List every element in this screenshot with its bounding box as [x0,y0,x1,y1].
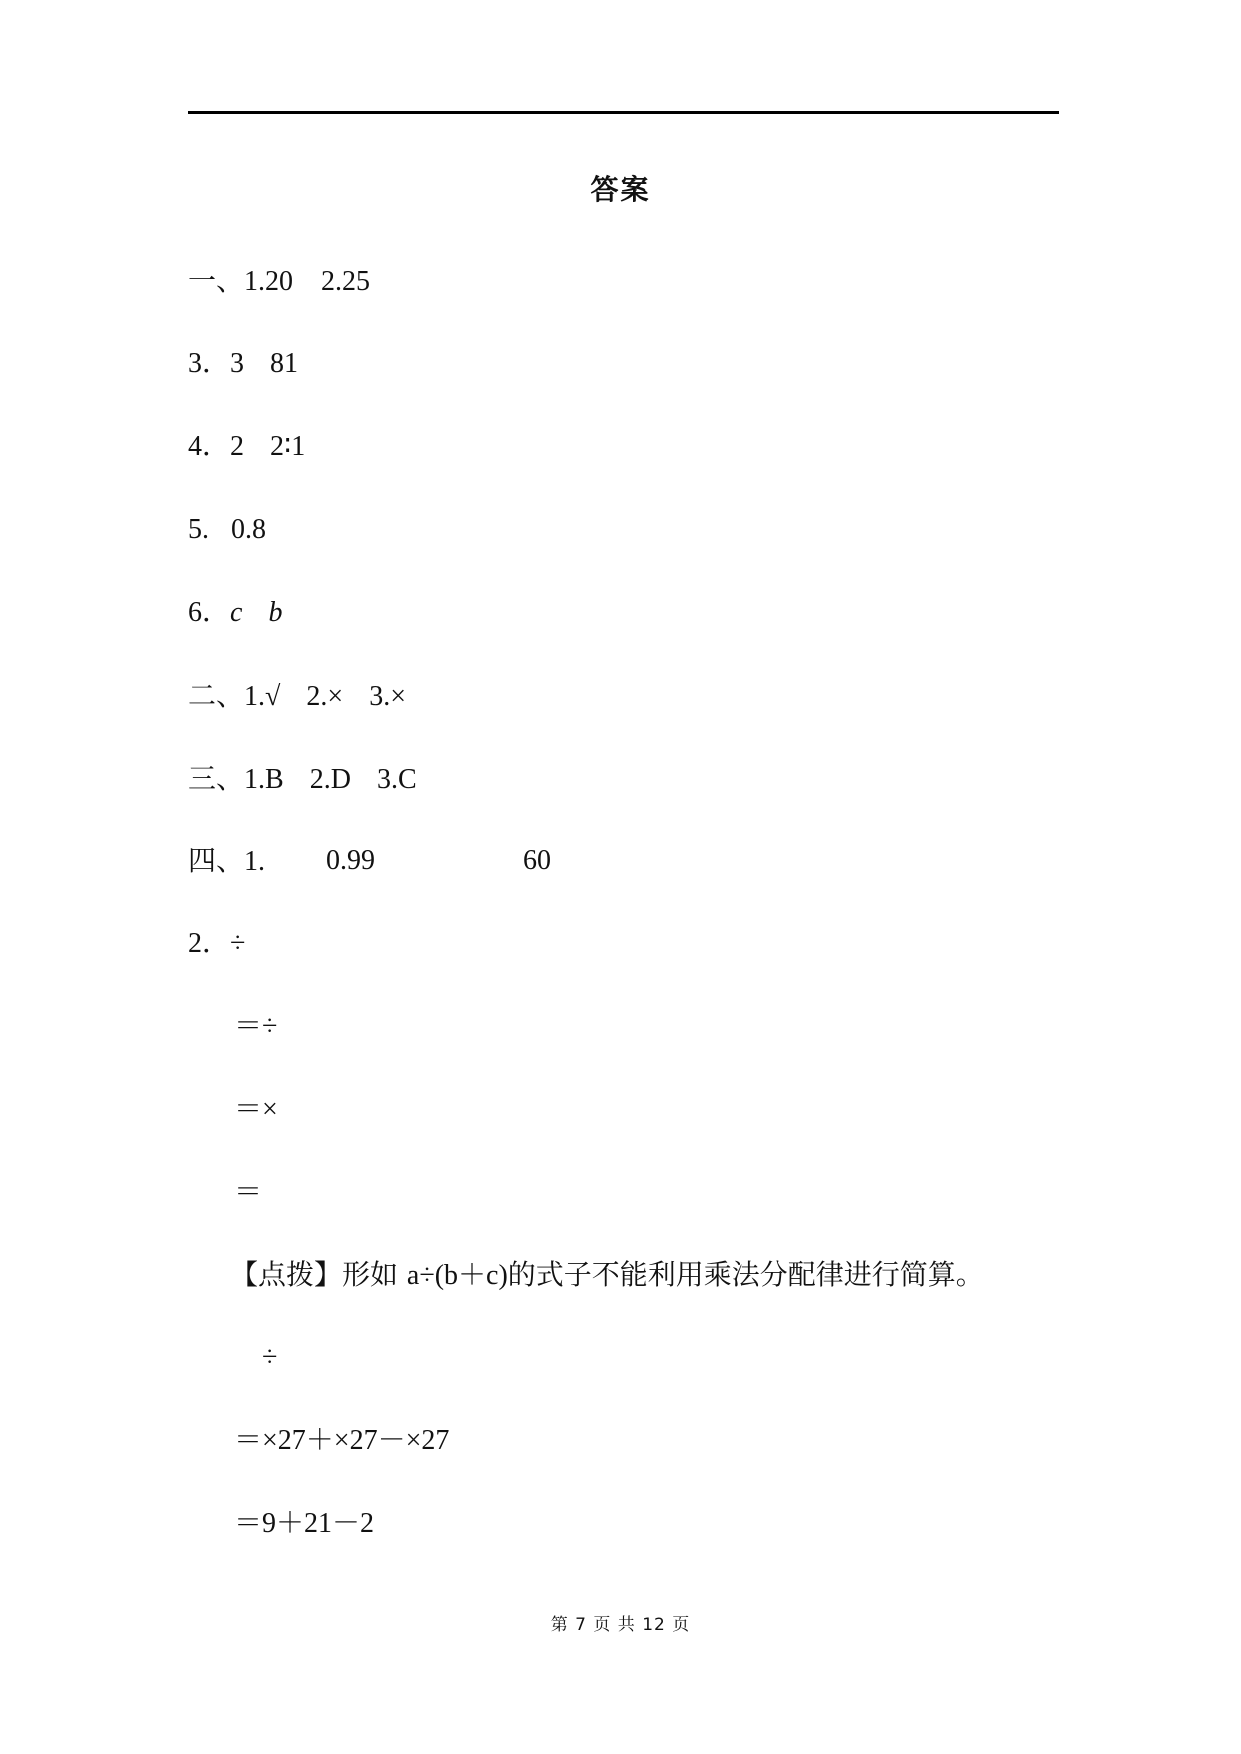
q6-a: c [230,597,243,628]
q5-a: 0.8 [231,514,266,545]
section2-answer-2: 2.× [306,681,344,712]
section2-prefix: 二、 [188,679,245,712]
tip-text-2: 的式子不能利用乘法分配律进行简算。 [507,1258,984,1291]
q5-num: 5. [188,514,209,545]
section1-prefix: 一、 [188,264,245,297]
calc2-step0: ÷ [230,928,246,959]
section2-answer-3: 3.× [369,681,406,712]
calc3-step2: ＝9＋21－2 [234,1508,375,1539]
top-rule [188,111,1059,114]
q4-a: 2 [230,431,245,462]
tip-line [230,1258,984,1293]
calc2-step1: ＝÷ [234,1011,278,1042]
section3-answer-1: 1.B [244,764,284,795]
section1-q1: 1.20 [244,266,294,297]
section4-a: 0.99 [326,845,375,876]
section4-q1: 1. [244,846,266,877]
q6-num: 6． [188,597,231,628]
section4-prefix: 四、 [188,844,245,877]
answer-line-q4 [188,430,305,464]
answer-line-section3 [188,762,417,797]
section1-q2: 2.25 [321,266,371,297]
q3-num: 3． [188,348,231,379]
answer-line-section1 [188,264,370,299]
section3-prefix: 三、 [188,762,245,795]
calc3-step0: ÷ [262,1342,278,1373]
q6-b: b [268,597,283,628]
answer-line-q6 [188,596,282,630]
section4-b: 60 [523,845,551,876]
calc2-step3: ＝ [234,1177,263,1208]
page-title: 答案 [590,173,651,206]
q4-num: 4． [188,431,231,462]
section3-answer-3: 3.C [376,764,417,795]
calc2-num: 2． [188,928,231,959]
calc2-line-0 [188,927,245,961]
page-footer: 第 7 页 共 12 页 [550,1615,691,1635]
q3-a: 3 [230,348,245,379]
answer-line-section4 [188,844,265,879]
tip-expression: a÷(b＋c) [406,1260,508,1291]
section2-answer-1: 1.√ [244,681,281,712]
section3-answer-2: 2.D [309,764,351,795]
tip-text-1: 形如 [342,1258,407,1291]
calc3-step1: ＝×27＋×27－×27 [234,1425,450,1456]
q3-b: 81 [270,348,299,379]
answer-line-q3 [188,347,298,381]
answer-line-section2 [188,679,406,714]
answer-line-q5 [188,513,266,547]
q4-b: 2∶1 [270,431,306,462]
calc2-step2: ＝× [234,1094,278,1125]
tip-label: 【点拨】 [230,1258,343,1291]
